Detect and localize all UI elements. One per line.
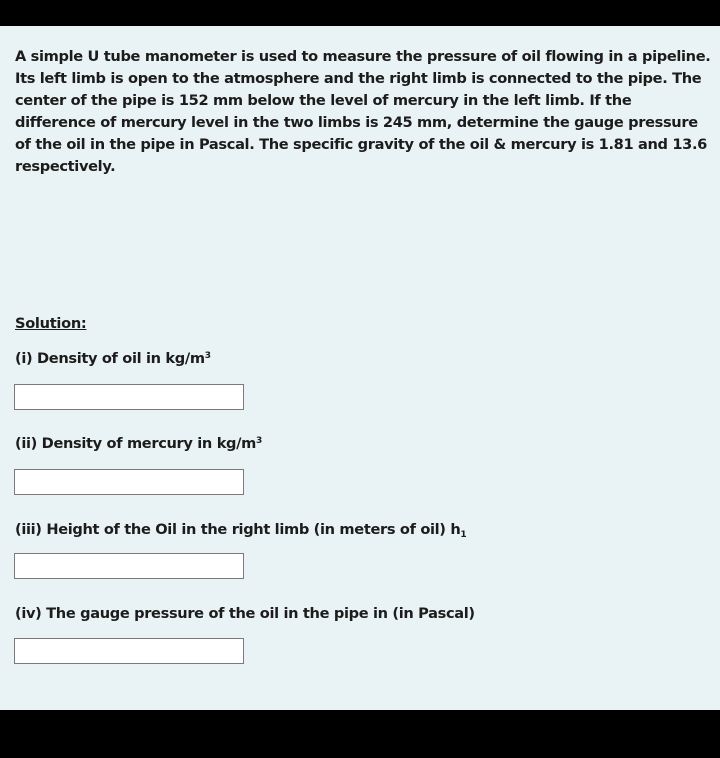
answer-4-input[interactable]	[14, 638, 244, 664]
question-2-label: (ii) Density of mercury in $kg/m^3$	[15, 435, 262, 452]
question-3-label: (iii) Height of the Oil in the right limb (in meters of oil) $h_1$	[15, 521, 467, 540]
question-panel	[0, 26, 720, 710]
problem-statement: A simple U tube manometer is used to measure the pressure of oil flowing in a pipeline. Its left limb is open to the atmosphere and the right limb is connected to the pipe. The center of the pipe is 152 mm below the level of mercury in the left limb. If the difference of mercury level in the two limbs is 245 mm, determine the gauge pressure of the oil in the pipe in Pascal. The specific gravity of the oil & mercury is 1.81 and 13.6 respectively.	[15, 48, 711, 175]
answer-1-input[interactable]	[14, 384, 244, 410]
question-1-label: (i) Density of oil in $kg/m^3$	[15, 350, 211, 367]
answer-3-input[interactable]	[14, 553, 244, 579]
solution-heading: Solution:	[15, 315, 87, 332]
question-4-label: (iv) The gauge pressure of the oil in the pipe in (in Pascal)	[15, 605, 475, 622]
answer-2-input[interactable]	[14, 469, 244, 495]
